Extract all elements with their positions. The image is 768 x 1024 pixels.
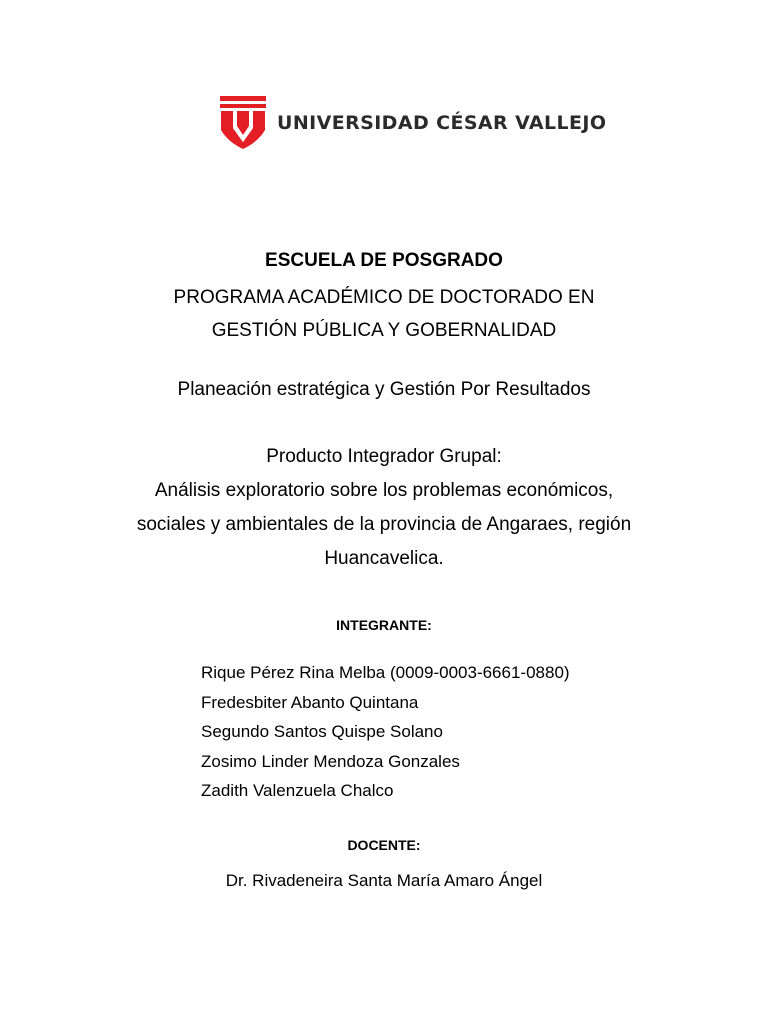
school-heading: ESCUELA DE POSGRADO	[265, 250, 503, 271]
member-name: Fredesbiter Abanto Quintana	[201, 692, 419, 712]
university-logo	[218, 95, 607, 151]
member-name: Zadith Valenzuela Chalco	[201, 781, 394, 800]
university-name: UNIVERSIDAD CÉSAR VALLEJO	[277, 112, 607, 134]
member-name: Rique Pérez Rina Melba (0009-0003-6661-0880)	[201, 663, 570, 682]
work-title-line-2: sociales y ambientales de la provincia de Angaraes, región	[136, 514, 632, 535]
teacher-heading: DOCENTE:	[347, 837, 421, 853]
work-title-line-1: Análisis exploratorio sobre los problemas económicos,	[154, 480, 614, 501]
member-name: Segundo Santos Quispe Solano	[201, 722, 443, 741]
program-title-line-2: GESTIÓN PÚBLICA Y GOBERNALIDAD	[211, 320, 557, 341]
program-title-line-1: PROGRAMA ACADÉMICO DE DOCTORADO EN	[173, 287, 595, 308]
members-heading: INTEGRANTE:	[336, 617, 432, 633]
members-list	[201, 661, 570, 809]
teacher-name: Dr. Rivadeneira Santa María Amaro Ángel	[225, 871, 543, 890]
shield-icon	[218, 95, 268, 149]
product-label: Producto Integrador Grupal:	[266, 446, 502, 467]
course-name: Planeación estratégica y Gestión Por Resultados	[177, 379, 591, 400]
member-name: Zosimo Linder Mendoza Gonzales	[201, 751, 460, 771]
work-title-line-3: Huancavelica.	[324, 548, 444, 569]
